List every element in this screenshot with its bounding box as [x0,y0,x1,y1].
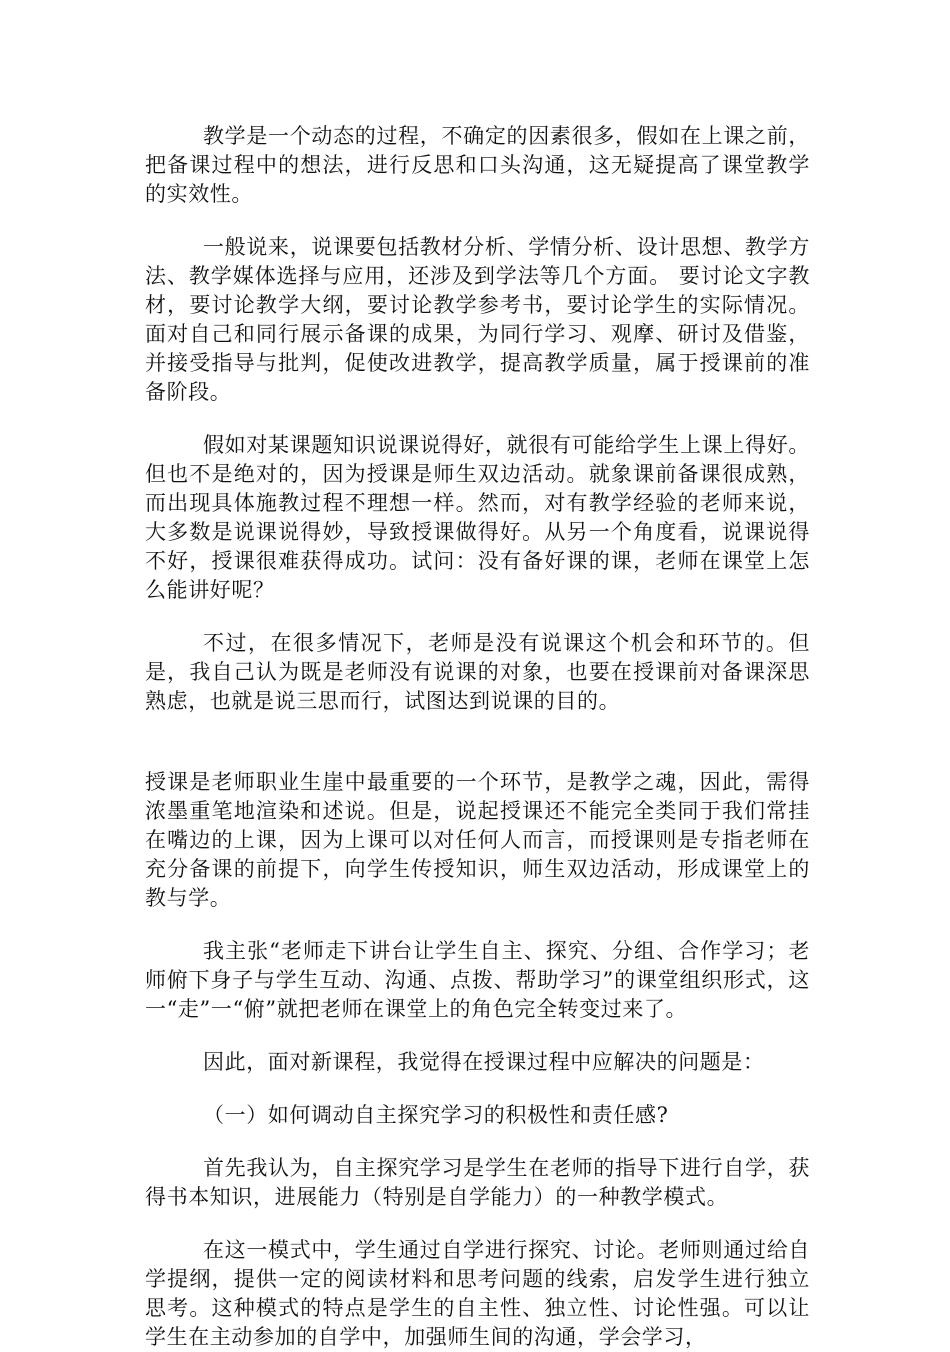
document-body [145,122,810,1352]
paragraph-9: 在这一模式中，学生通过自学进行探究、讨论。老师则通过给自学提纲，提供一定的阅读材料和思考问题的线索，启发学生进行独立思考。这种模式的特点是学生的自主性、独立性、讨论性强。可以让学生在主动参加的自学中，加强师生间的沟通，学会学习， [145,1238,810,1349]
paragraph-3: 假如对某课题知识说课说得好，就很有可能给学生上课上得好。但也不是绝对的，因为授课是师生双边活动。就象课前备课很成熟，而出现具体施教过程不理想一样。然而，对有教学经验的老师来说，大多数是说课说得妙，导致授课做得好。从另一个角度看，说课说得不好，授课很难获得成功。试问：没有备好课的课，老师在课堂上怎么能讲好呢？ [145,433,810,602]
paragraph-8: 首先我认为，自主探究学习是学生在老师的指导下进行自学，获得书本知识，进展能力（特别是自学能力）的一种教学模式。 [145,1156,810,1209]
paragraph-4: 不过，在很多情况下，老师是没有说课这个机会和环节的。但是，我自己认为既是老师没有说课的对象，也要在授课前对备课深思熟虑，也就是说三思而行，试图达到说课的目的。 [145,631,810,713]
section-heading-1: （一）如何调动自主探究学习的积极性和责任感? [203,1103,669,1127]
paragraph-5: 授课是老师职业生崖中最重要的一个环节，是教学之魂，因此，需得浓墨重笔地渲染和述说。但是，说起授课还不能完全类同于我们常挂在嘴边的上课，因为上课可以对任何人而言，而授课则是专指老师在充分备课的前提下，向学生传授知识，师生双边活动，形成课堂上的教与学。 [145,770,810,910]
paragraph-2: 一般说来，说课要包括教材分析、学情分析、设计思想、教学方法、教学媒体选择与应用，还涉及到学法等几个方面。 要讨论文字教材，要讨论教学大纲，要讨论教学参考书，要讨论学生的实际情况。面对自己和同行展示备课的成果，为同行学习、观摩、研讨及借鉴，并接受指导与批判，促使改进教学，提高教学质量，属于授课前的准备阶段。 [145,235,810,404]
paragraph-7: 因此，面对新课程，我觉得在授课过程中应解决的问题是： [203,1050,765,1074]
paragraph-6: 我主张“老师走下讲台让学生自主、探究、分组、合作学习；老师俯下身子与学生互动、沟通、点拨、帮助学习”的课堂组织形式，这一“走”一“俯”就把老师在课堂上的角色完全转变过来了。 [145,939,810,1021]
paragraph-1: 教学是一个动态的过程，不确定的因素很多，假如在上课之前，把备课过程中的想法，进行反思和口头沟通，这无疑提高了课堂教学的实效性。 [145,124,810,206]
